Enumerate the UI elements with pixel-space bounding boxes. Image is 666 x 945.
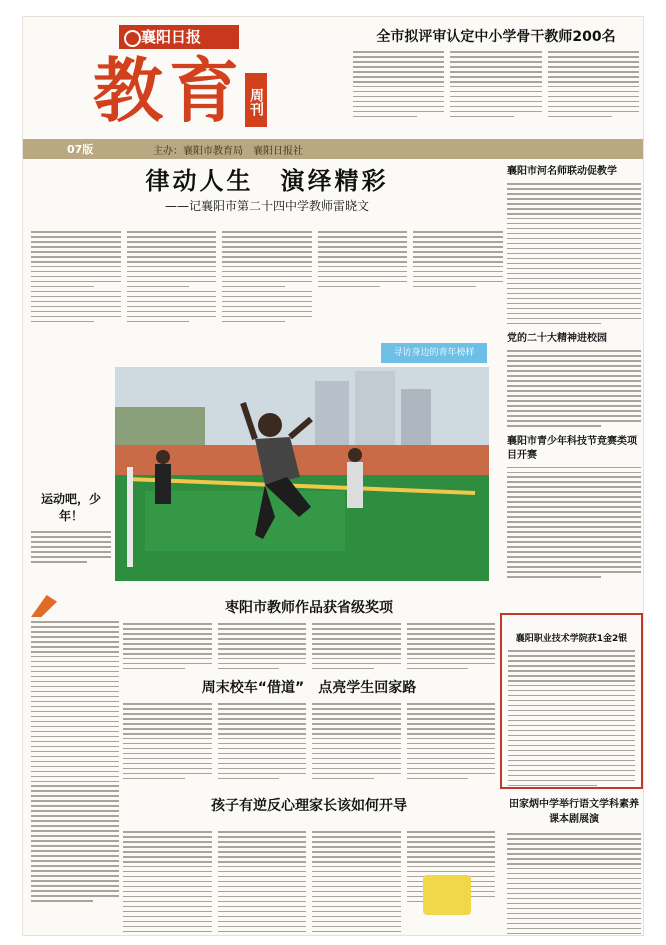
top-story (353, 23, 639, 133)
section-bar (23, 139, 644, 159)
paper-logo: 襄阳日报 (119, 25, 239, 49)
photo-illustration (115, 367, 489, 581)
lead-body (31, 231, 503, 326)
right-story-title: 党的二十大精神进校园 (507, 333, 607, 345)
school-bus-title: 周末校车“借道” 点亮学生回家路 (201, 680, 417, 696)
lead-story (31, 165, 503, 383)
photo-caption-title: 运动吧，少年！ (40, 492, 101, 523)
awards-story (123, 597, 495, 673)
top-story-body (353, 51, 639, 129)
right-story (507, 435, 641, 578)
highlighted-story (500, 613, 643, 789)
highlight-title: 襄阳职业技术学院获1金2银 (515, 634, 628, 644)
co-sponsor: 襄阳日报社 (253, 145, 303, 157)
awards-title: 枣阳市教师作品获省级奖项 (225, 600, 393, 616)
right-story-title: 襄阳市河名师联动促教学 (507, 166, 617, 177)
right-story-title: 襄阳市青少年科技节竞赛类项目开赛 (507, 435, 637, 461)
right-story (507, 332, 641, 426)
awards-body (123, 623, 495, 673)
feature-tag: 寻访身边的青年榜样 (381, 343, 487, 363)
masthead (23, 17, 644, 139)
lead-byline (31, 215, 503, 227)
newspaper-page (22, 16, 644, 936)
high-jump-photo (115, 367, 489, 581)
right-bottom-title: 田家炳中学举行语文学科素养课本剧展演 (509, 799, 639, 825)
news-column-head (31, 591, 119, 621)
psychology-title: 孩子有逆反心理家长该如何开导 (211, 798, 407, 814)
lead-subtitle: ——记襄阳市第二十四中学教师雷晓文 (164, 199, 369, 213)
sponsor-label: 主办：襄阳市教育局 (153, 145, 243, 157)
left-news-column (31, 591, 119, 905)
weekly-label: 周刊 (245, 73, 267, 127)
page-number: 07版 (67, 143, 94, 156)
top-story-title: 全市拟评审认定中小学骨干教师200名 (376, 29, 616, 45)
right-story (507, 165, 641, 324)
school-bus-story (123, 677, 495, 783)
right-column (507, 165, 641, 586)
lead-title: 律动人生 演绎精彩 (145, 167, 389, 195)
flag-icon (31, 595, 57, 617)
section-title: 教育 (93, 49, 245, 132)
highlight-kicker (508, 620, 635, 631)
right-bottom-story (507, 797, 641, 936)
school-bus-body (123, 703, 495, 783)
psychology-byline (123, 817, 495, 827)
decorative-stamp (423, 875, 471, 915)
photo-caption (31, 491, 111, 566)
